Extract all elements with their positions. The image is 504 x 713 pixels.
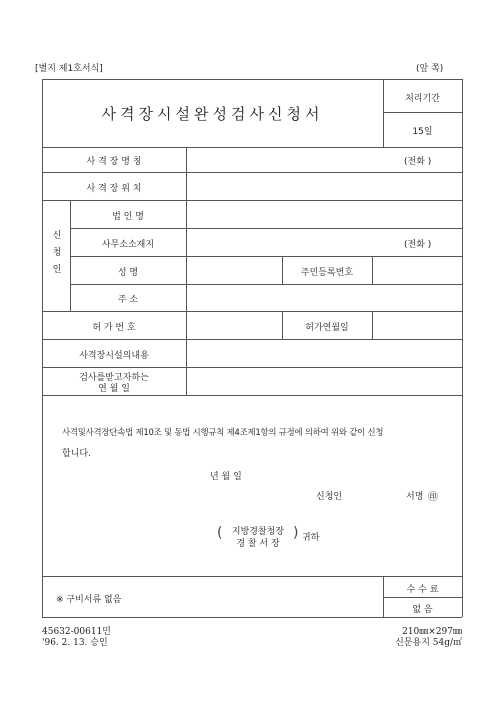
declaration-text-end: 합니다. xyxy=(62,449,91,459)
permit-date-field[interactable] xyxy=(373,312,461,338)
address-field[interactable] xyxy=(187,285,461,310)
form-reference: [별지 제1호서식] xyxy=(35,64,103,74)
corp-name-field[interactable] xyxy=(187,201,461,227)
inspection-date-label-line2: 연 월 일 xyxy=(98,384,130,394)
resident-no-field[interactable] xyxy=(373,257,461,283)
applicant-group-label: 신청인 xyxy=(50,230,61,281)
recipient-line-1: 지방경찰청장 xyxy=(231,527,285,537)
permit-no-label: 허 가 번 호 xyxy=(92,323,136,333)
recipient-close-paren: ) xyxy=(293,525,299,541)
name-field[interactable] xyxy=(187,257,281,283)
range-location-field[interactable] xyxy=(187,173,461,199)
recipient-open-paren: ( xyxy=(217,525,223,541)
date-line: 년 월 일 xyxy=(210,472,242,482)
form-title: 사격장시설완성검사신청서 xyxy=(101,104,324,123)
declaration-text: 사격및사격장단속법 제10조 및 동법 시행규칙 제4조제1항의 규정에 의하여 위와 같이 신청 xyxy=(62,427,384,437)
corp-name-label: 법 인 명 xyxy=(112,212,144,222)
range-name-label: 사 격 장 명 칭 xyxy=(86,157,142,167)
range-location-label: 사 격 장 위 치 xyxy=(86,184,142,194)
processing-period-value: 15일 xyxy=(412,127,433,137)
signature-label: 서명 xyxy=(406,492,424,502)
address-label: 주 소 xyxy=(117,295,139,305)
approval-date: '96. 2. 13. 승인 xyxy=(42,638,108,648)
paper-size: 210㎜×297㎜ xyxy=(402,627,462,637)
facility-content-field[interactable] xyxy=(187,340,461,366)
paper-type: 신문용지 54g/㎡ xyxy=(395,638,462,648)
permit-no-field[interactable] xyxy=(187,312,281,338)
applicant-label: 신청인 xyxy=(316,492,343,502)
facility-content-label: 사격장시설의내용 xyxy=(79,351,149,361)
name-label: 성 명 xyxy=(117,268,139,278)
fee-label: 수 수 료 xyxy=(406,585,439,595)
recipient-line-2: 경 찰 서 장 xyxy=(236,539,280,549)
resident-no-label: 주민등록번호 xyxy=(300,268,354,278)
seal-mark: ㊞ xyxy=(428,492,438,503)
phone-label-2: (전화 ) xyxy=(404,240,432,250)
office-address-label: 사무소소재지 xyxy=(101,240,155,250)
phone-label-1: (전화 ) xyxy=(404,157,432,167)
fee-value: 없 음 xyxy=(412,605,433,615)
inspection-date-field[interactable] xyxy=(187,368,461,394)
page-side-label: (앞 쪽) xyxy=(416,64,444,74)
permit-date-label: 허가연월일 xyxy=(305,323,349,333)
recipient-suffix: 귀하 xyxy=(302,533,320,543)
inspection-date-label-line1: 검사를받고자하는 xyxy=(79,373,149,383)
attachments-note: ※ 구비서류 없음 xyxy=(56,595,122,605)
form-number: 45632-00611민 xyxy=(42,627,111,637)
processing-period-label: 처리기간 xyxy=(405,94,440,104)
